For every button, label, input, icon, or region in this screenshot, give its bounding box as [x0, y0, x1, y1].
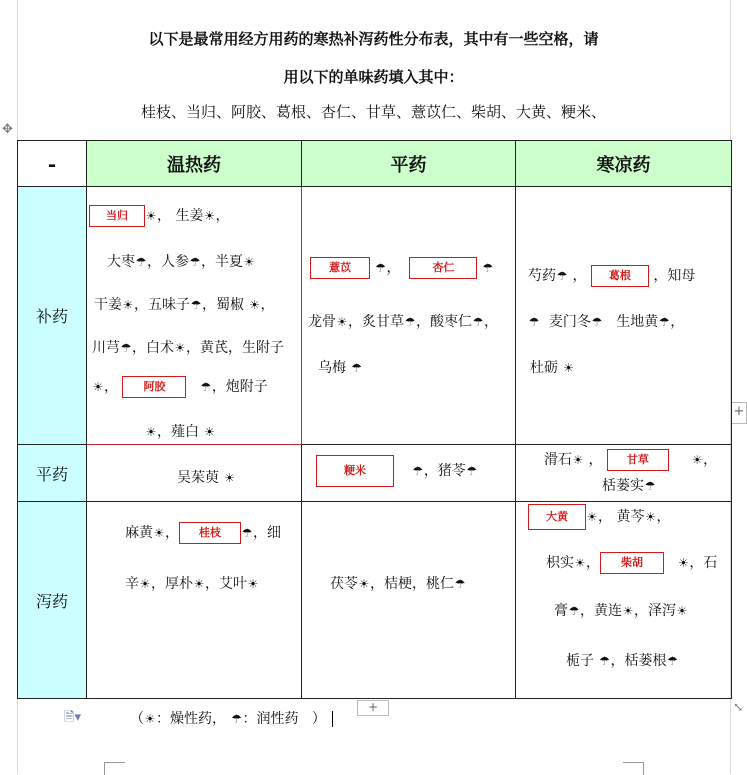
- umbrella-icon: ☂: [189, 255, 201, 269]
- cell-purge-cold[interactable]: [516, 502, 732, 699]
- legend: [130, 708, 333, 728]
- page-corner-mark: [104, 762, 125, 775]
- sun-icon: ☀: [574, 556, 586, 570]
- herb-text: 芍药: [528, 268, 556, 284]
- legend-umbrella-label: ：润性药: [242, 711, 299, 727]
- herb-text: ，白术: [132, 340, 174, 356]
- umbrella-icon: ☂: [599, 654, 610, 668]
- herb-text: ，炮附子: [211, 379, 268, 395]
- herb-text: 乌梅: [318, 360, 346, 376]
- herb-text: 龙骨: [308, 314, 336, 330]
- sun-icon: ☀: [677, 556, 689, 570]
- herb-text: 栝蒌实: [602, 478, 644, 494]
- sun-icon: ☀: [224, 471, 235, 485]
- legend-open-paren: （: [130, 711, 144, 727]
- herb-text: ，薤白: [157, 424, 199, 440]
- answer-box[interactable]: 甘草: [607, 449, 669, 471]
- sun-icon: ☀: [336, 315, 348, 329]
- herb-text: 栀子: [566, 653, 594, 669]
- umbrella-icon: ☂: [466, 464, 478, 478]
- answer-box[interactable]: 杏仁: [409, 257, 477, 279]
- herb-text: 辛: [125, 576, 139, 592]
- herb-text: 麦门冬: [548, 314, 591, 330]
- sun-icon: ☀: [249, 298, 260, 312]
- sun-icon: ☀: [586, 510, 598, 524]
- herb-text: ，石: [689, 555, 718, 571]
- herb-text: ， 黄芩: [598, 509, 645, 525]
- row-header-purge: 泻药: [18, 502, 87, 699]
- sun-icon: ☀: [122, 298, 134, 312]
- answer-box[interactable]: 粳米: [316, 455, 394, 487]
- herb-text: ，艾叶: [205, 576, 247, 592]
- resize-handle-icon[interactable]: ⤡: [733, 700, 744, 714]
- umbrella-icon: ☂: [200, 380, 212, 394]
- herb-text: 杜砺: [530, 360, 558, 376]
- cell-tonify-neutral[interactable]: [302, 187, 516, 445]
- sun-icon: ☀: [572, 453, 584, 467]
- table-move-handle-icon[interactable]: ✥: [2, 122, 13, 137]
- herb-text: ，: [104, 379, 118, 395]
- umbrella-icon: ☂: [375, 261, 386, 275]
- answer-box[interactable]: 大黄: [528, 504, 586, 530]
- sun-icon: ☀: [563, 361, 574, 375]
- sun-icon: ☀: [204, 209, 215, 223]
- herb-text: 干姜: [94, 297, 122, 313]
- umbrella-icon: ☂: [190, 298, 202, 312]
- sun-icon: ☀: [139, 577, 151, 591]
- umbrella-icon: ☂: [482, 261, 494, 275]
- cell-purge-warm[interactable]: [87, 502, 302, 699]
- herb-text: ，: [656, 509, 671, 525]
- herb-text: 川芎: [92, 340, 120, 356]
- legend-sun-label: ：燥性药，: [156, 711, 226, 727]
- cell-tonify-cold[interactable]: [516, 187, 732, 445]
- instruction-line-2: 用以下的单味药填入其中：: [283, 68, 464, 86]
- herb-text: ，: [215, 208, 230, 224]
- herb-text: ，蜀椒: [202, 297, 249, 313]
- herb-text: ，: [572, 268, 587, 284]
- col-header-cold: 寒凉药: [516, 141, 732, 187]
- umbrella-icon: ☂: [658, 315, 670, 329]
- herb-text: ，厚朴: [151, 576, 193, 592]
- herb-list-line: 桂枝、当归、阿胶、葛根、杏仁、甘草、薏苡仁、柴胡、大黄、粳米、: [140, 103, 606, 121]
- herb-text: ，酸枣仁: [416, 314, 472, 330]
- umbrella-icon: ☂: [568, 604, 580, 618]
- add-column-button[interactable]: +: [731, 402, 747, 424]
- herb-text: ， 生姜: [157, 208, 204, 224]
- herb-text: 滑石: [544, 452, 572, 468]
- herb-text: ，: [484, 314, 498, 330]
- sun-icon: ☀: [144, 712, 156, 726]
- paste-options-icon[interactable]: 🗎▾: [64, 710, 81, 725]
- sun-icon: ☀: [153, 526, 165, 540]
- herb-text: ，猪苓: [423, 463, 466, 479]
- herb-text: 大枣: [107, 254, 135, 270]
- umbrella-icon: ☂: [241, 526, 253, 540]
- sun-icon: ☀: [204, 425, 215, 439]
- sun-icon: ☀: [145, 425, 157, 439]
- herb-text: ，桔梗，桃仁: [370, 576, 454, 592]
- herb-text: 茯苓: [330, 576, 358, 592]
- herb-text: 吴茱萸: [177, 470, 219, 486]
- table-header-row: [18, 141, 732, 187]
- sun-icon: ☀: [247, 577, 259, 591]
- herb-text: 枳实: [546, 555, 574, 571]
- text-cursor: [332, 711, 333, 727]
- umbrella-icon: ☂: [472, 315, 484, 329]
- umbrella-icon: ☂: [135, 255, 147, 269]
- herb-table: [17, 140, 732, 699]
- table-row: [18, 445, 732, 502]
- herb-text: ，五味子: [134, 297, 190, 313]
- umbrella-icon: ☂: [556, 269, 568, 283]
- herb-text: ，泽泻: [634, 603, 676, 619]
- herb-text: ，栝蒌根: [610, 653, 667, 669]
- instruction-line-1: 以下是最常用经方用药的寒热补泻药性分布表，其中有一些空格，请: [148, 30, 599, 48]
- col-header-neutral: 平药: [302, 141, 516, 187]
- herb-text: ，半夏: [201, 254, 243, 270]
- add-row-button[interactable]: +: [357, 700, 389, 716]
- answer-box[interactable]: 阿胶: [122, 376, 186, 398]
- answer-box[interactable]: 桂枝: [179, 522, 241, 544]
- herb-text: 膏: [554, 603, 568, 619]
- legend-close-paren: ）: [311, 711, 326, 727]
- herb-text: ，: [260, 297, 275, 313]
- herb-text: ，: [588, 452, 603, 468]
- cell-neutral-cold[interactable]: 滑石☀ ， 甘草 ☀， 栝蒌实☂: [516, 445, 732, 502]
- herb-text: ，: [386, 260, 401, 276]
- sun-icon: ☀: [358, 577, 370, 591]
- sun-icon: ☀: [193, 577, 205, 591]
- herb-text: ，炙甘草: [348, 314, 404, 330]
- umbrella-icon: ☂: [667, 654, 678, 668]
- umbrella-icon: ☂: [231, 712, 242, 726]
- umbrella-icon: ☂: [454, 577, 466, 591]
- herb-text: ，黄连: [580, 603, 622, 619]
- herb-text: ，细: [253, 525, 281, 541]
- herb-text: ，黄芪，生附子: [186, 340, 284, 356]
- umbrella-icon: ☂: [120, 341, 132, 355]
- answer-box[interactable]: 葛根: [591, 265, 649, 287]
- corner-cell: -: [18, 141, 87, 187]
- sun-icon: ☀: [645, 510, 656, 524]
- sun-icon: ☀: [622, 604, 634, 618]
- umbrella-icon: ☂: [404, 315, 416, 329]
- umbrella-icon: ☂: [644, 479, 656, 493]
- herb-text: ，人参: [147, 254, 189, 270]
- col-header-warm: 温热药: [87, 141, 302, 187]
- herb-text: ，: [670, 314, 685, 330]
- sun-icon: ☀: [174, 341, 186, 355]
- row-header-neutral: 平药: [18, 445, 87, 502]
- umbrella-icon: ☂: [351, 361, 362, 375]
- cell-purge-neutral[interactable]: [302, 502, 516, 699]
- answer-box[interactable]: 当归: [89, 205, 145, 227]
- page-corner-mark: [623, 762, 644, 775]
- herb-text: ，: [586, 555, 600, 571]
- cell-neutral-neutral[interactable]: [302, 445, 516, 502]
- umbrella-icon: ☂: [528, 315, 540, 329]
- herb-text: ，知母: [653, 268, 696, 284]
- umbrella-icon: ☂: [412, 464, 424, 478]
- table-row: [18, 187, 732, 445]
- answer-box[interactable]: 柴胡: [600, 552, 664, 574]
- answer-box[interactable]: 薏苡: [310, 257, 370, 279]
- row-header-tonify: 补药: [18, 187, 87, 445]
- table-row: [18, 502, 732, 699]
- sun-icon: ☀: [145, 209, 157, 223]
- cell-neutral-warm[interactable]: [87, 445, 302, 502]
- umbrella-icon: ☂: [591, 315, 603, 329]
- herb-text: 生地黄: [616, 314, 659, 330]
- herb-text: 麻黄: [125, 525, 153, 541]
- sun-icon: ☀: [92, 380, 104, 394]
- sun-icon: ☀: [243, 255, 255, 269]
- sun-icon: ☀: [691, 453, 703, 467]
- cell-tonify-warm[interactable]: [87, 187, 302, 445]
- herb-text: ，: [165, 525, 179, 541]
- sun-icon: ☀: [676, 604, 688, 618]
